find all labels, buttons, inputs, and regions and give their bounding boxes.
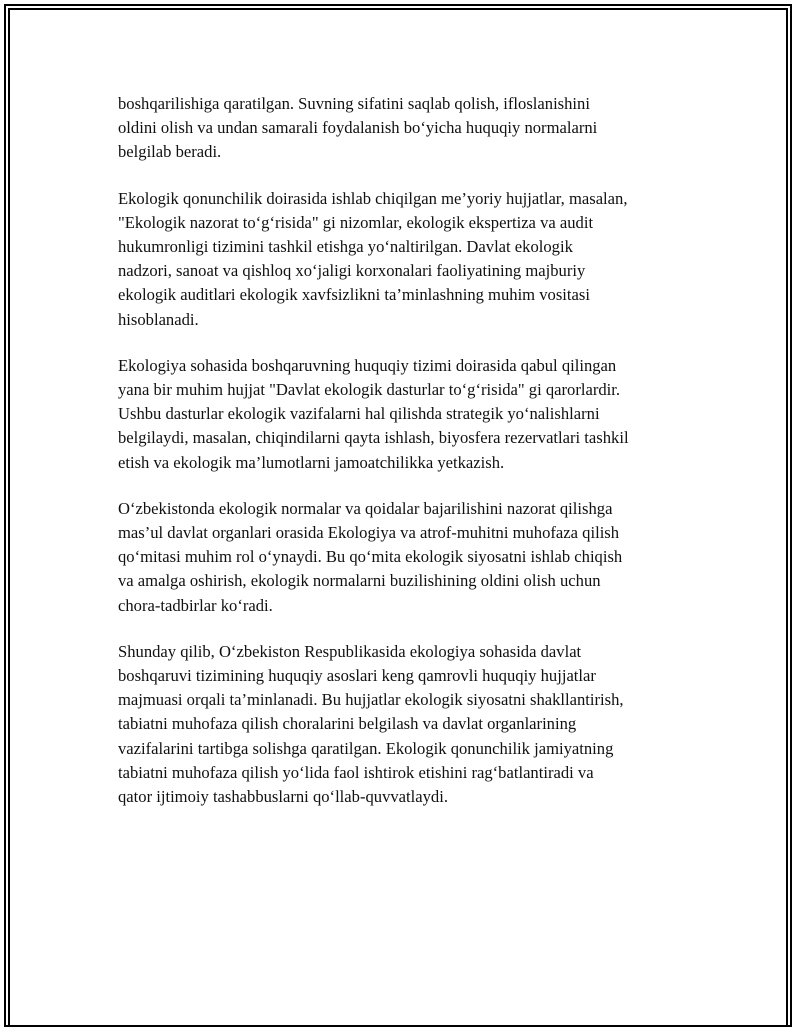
document-body bbox=[118, 92, 698, 831]
paragraph: Ekologik qonunchilik doirasida ishlab chiqilgan me’yoriy hujjatlar, masalan, "Ekologik nazorat to‘g‘risida" gi nizomlar, ekologik ekspertiza va audit hukumronligi tizimini tashkil etishga yo‘naltirilgan. Davlat ekologik nadzori, sanoat va qishloq xo‘jaligi korxonalari faoliyatining majburiy ekologik auditlari ekologik xavfsizlikni ta’minlashning muhim vositasi hisoblanadi. bbox=[118, 188, 628, 329]
paragraph: Ekologiya sohasida boshqaruvning huquqiy tizimi doirasida qabul qilingan yana bir muhim hujjat "Davlat ekologik dasturlar to‘g‘risida" gi qarorlardir. Ushbu dasturlar ekologik vazifalarni hal qilishda strategik yo‘nalishlarni belgilaydi, masalan, chiqindilarni qayta ishlash, biyosfera rezervatlari tashkil etish va ekologik ma’lumotlarni jamoatchilikka yetkazish. bbox=[118, 355, 629, 472]
paragraph: Shunday qilib, O‘zbekiston Respublikasida ekologiya sohasida davlat boshqaruvi tizimining huquqiy asoslari keng qamrovli huquqiy hujjatlar majmuasi orqali ta’minlanadi. Bu hujjatlar ekologik siyosatni shakllantirish, tabiatni muhofaza qilish choralarini belgilash va davlat organlarining vazifalarini tartibga solishga qaratilgan. Ekologik qonunchilik jamiyatning tabiatni muhofaza qilish yo‘lida faol ishtirok etishini rag‘batlantiradi va qator ijtimoiy tashabbuslarni qo‘llab-quvvatlaydi. bbox=[118, 641, 624, 807]
paragraph: boshqarilishiga qaratilgan. Suvning sifatini saqlab qolish, ifloslanishini oldini olish va undan samarali foydalanish bo‘yicha huquqiy normalarni belgilab beradi. bbox=[118, 94, 598, 162]
paragraph: O‘zbekistonda ekologik normalar va qoidalar bajarilishini nazorat qilishga mas’ul davlat organlari orasida Ekologiya va atrof-muhitni muhofaza qilish qo‘mitasi muhim rol o‘ynaydi. Bu qo‘mita ekologik siyosatni ishlab chiqish va amalga oshirish, ekologik normalarni buzilishining oldini olish uchun chora-tadbirlar ko‘radi. bbox=[118, 498, 623, 615]
